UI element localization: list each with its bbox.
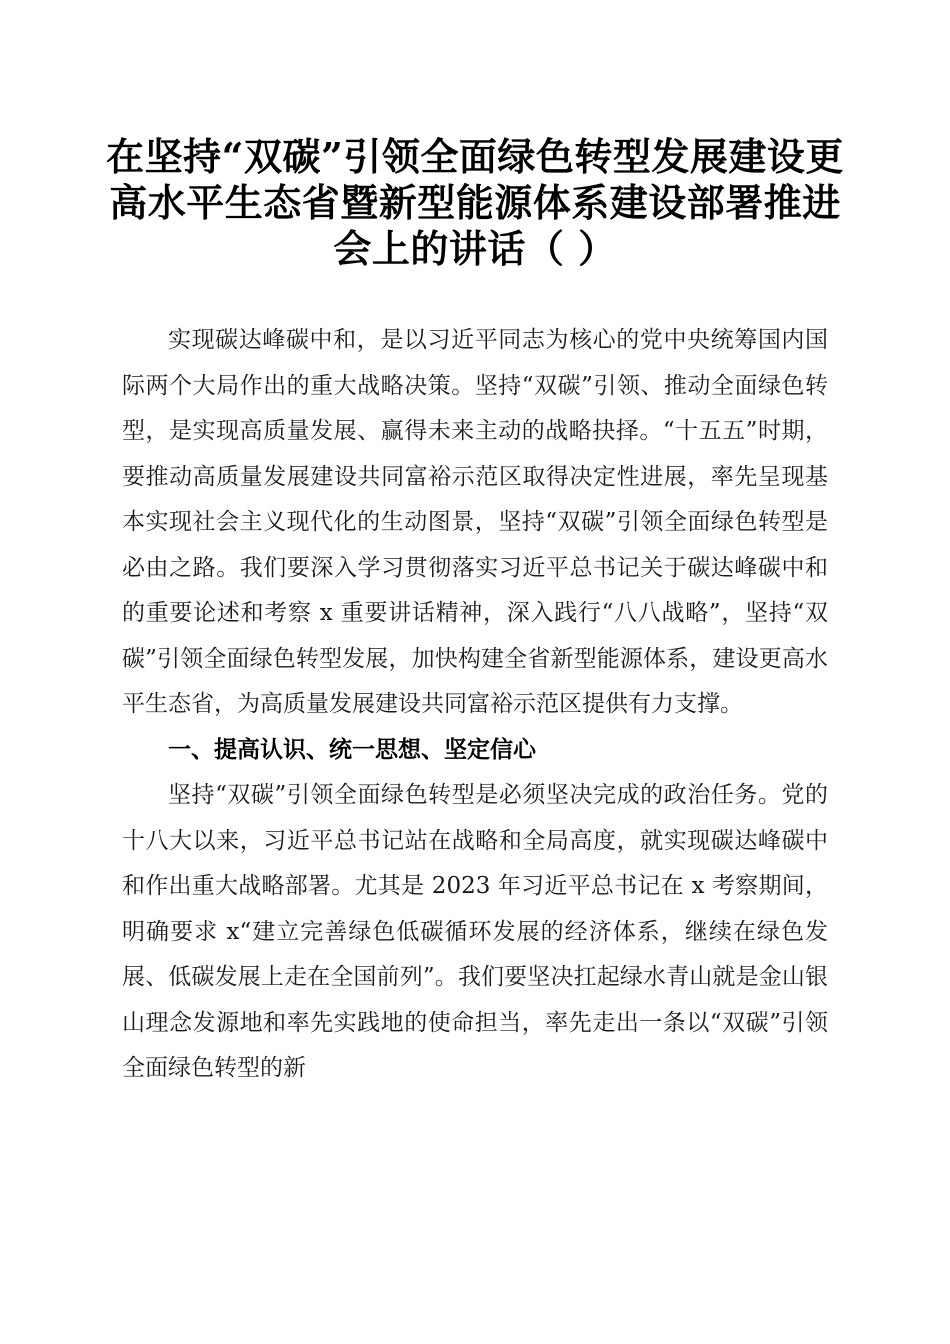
section-heading-1: 一、提高认识、统一思想、坚定信心	[168, 736, 536, 763]
paragraph-intro: 实现碳达峰碳中和，是以习近平同志为核心的党中央统筹国内国际两个大局作出的重大战略决策。坚持“双碳”引领、推动全面绿色转型，是实现高质量发展、赢得未来主动的战略抉择。“十五五”时期，要推动高质量发展建设共同富裕示范区取得决定性进展，率先呈现基本实现社会主义现代化的生动图景，坚持“双碳”引领全面绿色转型是必由之路。我们要深入学习贯彻落实习近平总书记关于碳达峰碳中和的重要论述和考察 x 重要讲话精神，深入践行“八八战略”，坚持“双碳”引领全面绿色转型发展，加快构建全省新型能源体系，建设更高水平生态省，为高质量发展建设共同富裕示范区提供有力支撑。	[122, 327, 828, 717]
document-body	[122, 318, 828, 1092]
paragraph-section-1: 坚持“双碳”引领全面绿色转型是必须坚决完成的政治任务。党的十八大以来，习近平总书记站在战略和全局高度，就实现碳达峰碳中和作出重大战略部署。尤其是 2023 年习近平总书记在 x 考察期间，明确要求 x“建立完善绿色低碳循环发展的经济体系，继续在绿色发展、低碳发展上走在全国前列”。我们要坚决扛起绿水青山就是金山银山理念发源地和率先实践地的使命担当，率先走出一条以“双碳”引领全面绿色转型的新	[122, 782, 828, 1081]
document-title: 在坚持“双碳”引领全面绿色转型发展建设更高水平生态省暨新型能源体系建设部署推进会上的讲话（ ）	[106, 134, 844, 271]
